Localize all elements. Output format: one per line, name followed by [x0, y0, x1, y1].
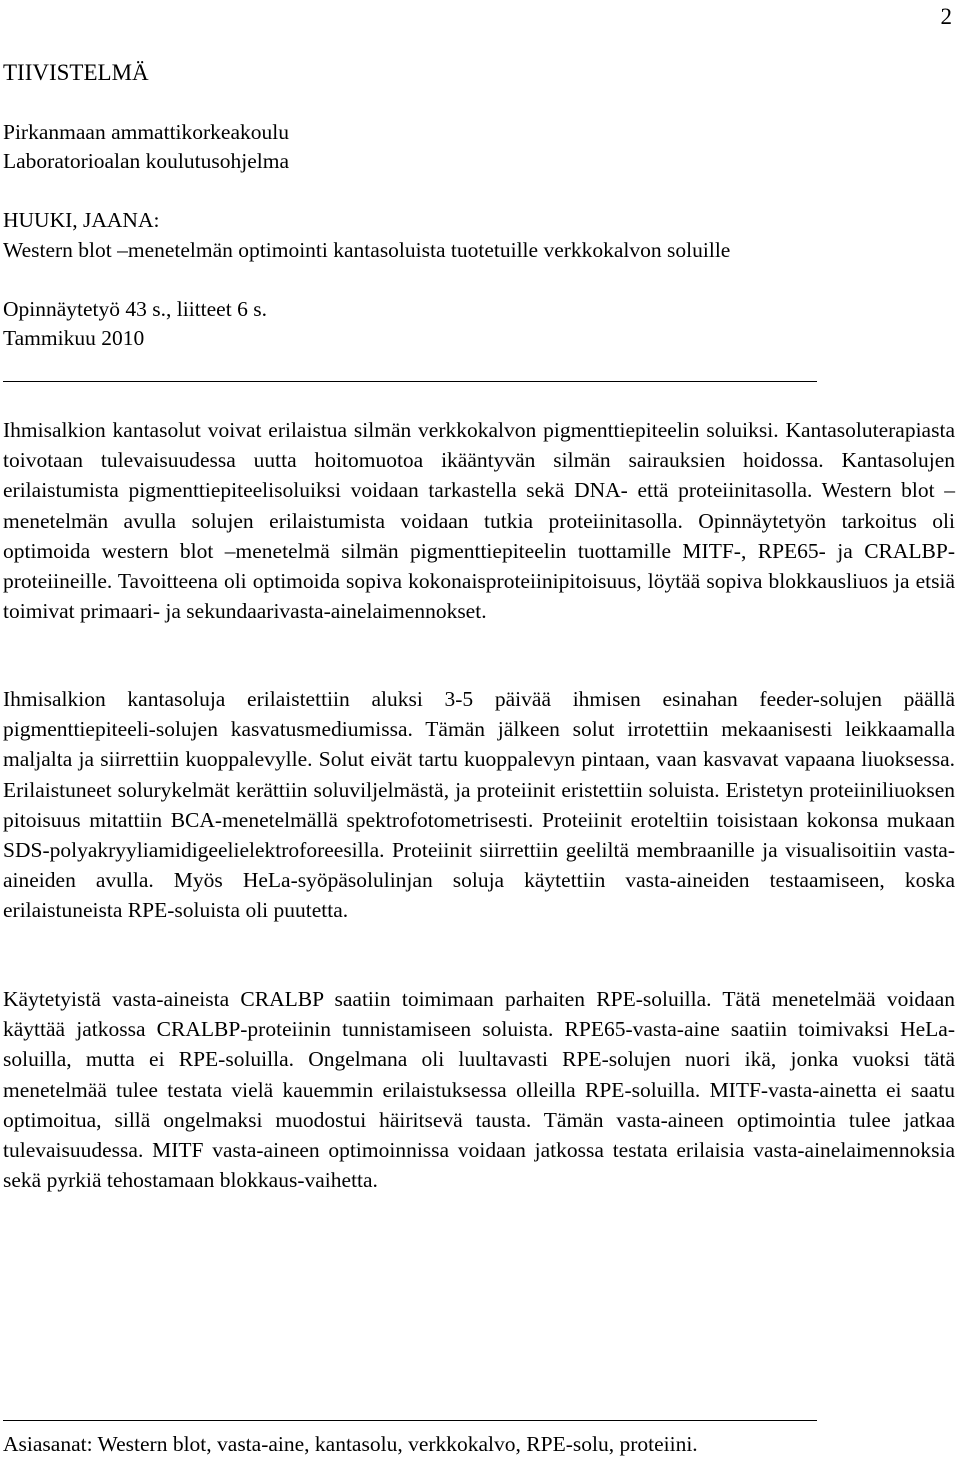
thesis-title: Western blot –menetelmän optimointi kantasoluista tuotetuille verkkokalvon soluille [3, 238, 731, 262]
abstract-paragraph-1: Ihmisalkion kantasolut voivat erilaistua silmän verkkokalvon pigmenttiepiteelin soluiksi. Kantasoluterapiasta toivotaan tulevaisuudessa uutta hoitomuotoa ikääntyvän silmän sairauksien hoidossa. Kantasolujen erilaistumista pigmenttiepiteelisoluiksi voidaan tarkastella sekä DNA- että proteiinitasolla. Western blot –menetelmän avulla solujen erilaistumista voidaan tutkia proteiinitasolla. Opinnäytetyön tarkoitus oli optimoida western blot –menetelmä silmän pigmenttiepiteelin tuottamille MITF-, RPE65- ja CRALBP-proteiineille. Tavoitteena oli optimoida sopiva kokonaisproteiinipitoisuus, löytää sopiva blokkausliuos ja etsiä toimivat primaari- ja sekundaarivasta-ainelaimennokset. [3, 418, 955, 624]
keywords: Asiasanat: Western blot, vasta-aine, kantasolu, verkkokalvo, RPE-solu, proteiini. [3, 1432, 698, 1456]
thesis-pages: Opinnäytetyö 43 s., liitteet 6 s. [3, 297, 267, 321]
page-title: TIIVISTELMÄ [3, 60, 149, 85]
page-number: 2 [940, 4, 952, 29]
thesis-date: Tammikuu 2010 [3, 326, 145, 350]
abstract-paragraph-3: Käytetyistä vasta-aineista CRALBP saatiin toimimaan parhaiten RPE-soluilla. Tätä menetelmää voidaan käyttää jatkossa CRALBP-proteiinin tunnistamiseen soluista. RPE65-vasta-aine saatiin toimivaksi HeLa-soluilla, mutta ei RPE-soluilla. Ongelmana oli luultavasti RPE-solujen nuori ikä, jonka vuoksi tätä menetelmää tulee testata vielä kauemmin erilaistuksessa olleilla RPE-soluilla. MITF-vasta-ainetta ei saatu optimoitua, sillä ongelmaksi muodostui häiritsevä tausta. Tämän vasta-aineen optimointia tulee jatkaa tulevaisuudessa. MITF vasta-aineen optimoinnissa voidaan jatkossa testata erilaisia vasta-ainelaimennoksia sekä pyrkiä tehostamaan blokkaus-vaihetta. [3, 987, 955, 1193]
abstract-paragraph-2: Ihmisalkion kantasoluja erilaistettiin aluksi 3-5 päivää ihmisen esinahan feeder-solujen päällä pigmenttiepiteeli-solujen kasvatusmediumissa. Tämän jälkeen solut irrotettiin mekaanisesti leikkaamalla maljalta ja siirrettiin kuoppalevylle. Solut eivät tartu kuoppalevyn pintaan, vaan kasvavat vapaana liuoksessa. Erilaistuneet solurykelmät kerättiin soluviljelmästä, ja proteiinit eristettiin soluista. Eristetyn proteiiniliuoksen pitoisuus mitattiin BCA-menetelmällä spektrofotometrisesti. Proteiinit eroteltiin toisistaan kokonsa mukaan SDS-polyakryyliamidigeelielektroforeesilla. Proteiinit siirrettiin geeliltä membraanille ja visualisoitiin vasta-aineiden avulla. Myös HeLa-syöpäsolulinjan soluja käytettiin vasta-aineiden testaamiseen, koska erilaistuneista RPE-soluista oli puutetta. [3, 687, 955, 923]
header-divider [3, 381, 817, 382]
footer-divider [3, 1420, 817, 1421]
school-name: Pirkanmaan ammattikorkeakoulu [3, 120, 289, 144]
programme-name: Laboratorioalan koulutusohjelma [3, 149, 289, 173]
author-name: HUUKI, JAANA: [3, 208, 160, 232]
